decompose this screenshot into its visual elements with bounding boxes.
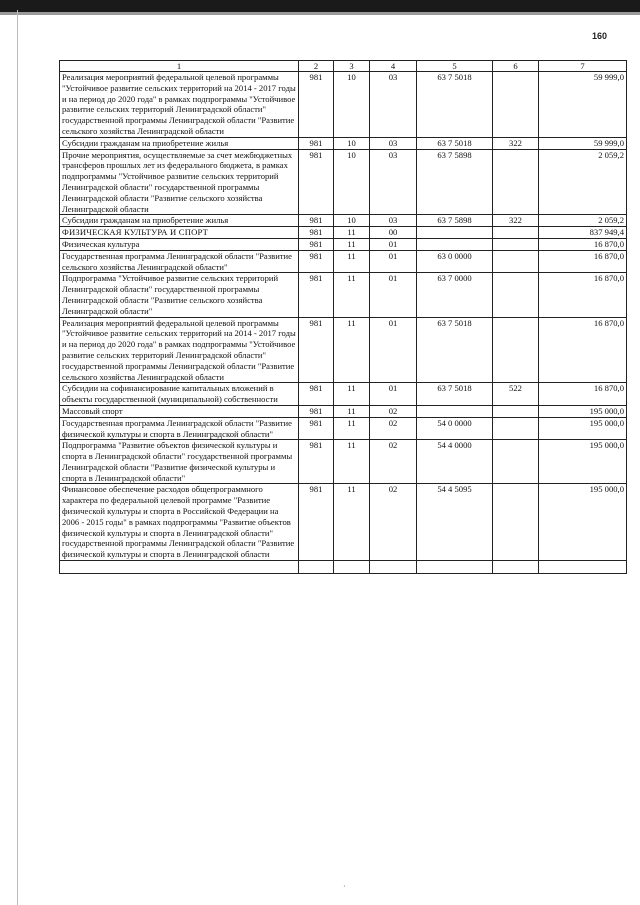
row-ministry-code: 981 [299, 227, 334, 239]
row-ministry-code: 981 [299, 440, 334, 484]
table-row [60, 484, 627, 561]
row-subsection: 02 [370, 484, 417, 561]
row-subsection: 01 [370, 383, 417, 406]
row-amount: 59 999,0 [539, 72, 627, 138]
row-amount: 195 000,0 [539, 417, 627, 440]
row-section: 11 [334, 238, 370, 250]
table-row [60, 215, 627, 227]
blank-cell [539, 561, 627, 574]
row-amount: 59 999,0 [539, 137, 627, 149]
row-target-article: 63 7 5018 [417, 317, 493, 383]
row-name: Субсидии на софинансирование капитальных вложений в объекты государственной (муниципальной) собственности [60, 383, 299, 406]
row-subsection: 01 [370, 317, 417, 383]
row-subsection: 02 [370, 417, 417, 440]
row-expense-type [493, 440, 539, 484]
row-amount: 195 000,0 [539, 405, 627, 417]
row-name: Массовый спорт [60, 405, 299, 417]
table-row [60, 440, 627, 484]
row-amount: 837 949,4 [539, 227, 627, 239]
row-amount: 16 870,0 [539, 250, 627, 273]
table-row [60, 250, 627, 273]
row-ministry-code: 981 [299, 238, 334, 250]
header-col-3: 3 [334, 61, 370, 72]
row-ministry-code: 981 [299, 250, 334, 273]
scan-top-border [0, 0, 640, 12]
row-amount: 16 870,0 [539, 273, 627, 317]
blank-cell [299, 561, 334, 574]
row-target-article: 63 0 0000 [417, 250, 493, 273]
row-subsection: 00 [370, 227, 417, 239]
row-subsection: 01 [370, 250, 417, 273]
row-amount: 2 059,2 [539, 149, 627, 215]
row-amount: 16 870,0 [539, 238, 627, 250]
row-ministry-code: 981 [299, 484, 334, 561]
row-subsection: 02 [370, 440, 417, 484]
row-target-article: 63 7 5018 [417, 72, 493, 138]
header-col-7: 7 [539, 61, 627, 72]
row-expense-type [493, 72, 539, 138]
table-row [60, 383, 627, 406]
header-col-2: 2 [299, 61, 334, 72]
row-target-article: 63 7 5898 [417, 149, 493, 215]
row-section: 11 [334, 250, 370, 273]
row-ministry-code: 981 [299, 417, 334, 440]
row-ministry-code: 981 [299, 317, 334, 383]
table-row-blank [60, 561, 627, 574]
row-amount: 2 059,2 [539, 215, 627, 227]
row-target-article: 63 7 5018 [417, 137, 493, 149]
table-row [60, 417, 627, 440]
budget-table [59, 60, 627, 574]
row-section: 10 [334, 149, 370, 215]
header-col-4: 4 [370, 61, 417, 72]
row-name: Государственная программа Ленинградской области "Развитие физической культуры и спорта в Ленинградской области" [60, 417, 299, 440]
row-target-article [417, 405, 493, 417]
blank-cell [60, 561, 299, 574]
row-name: Подпрограмма "Развитие объектов физической культуры и спорта в Ленинградской области" государственной программы Ленинградской области "Развитие физической культуры и спорта в Ленинградской области" [60, 440, 299, 484]
row-section: 11 [334, 440, 370, 484]
row-section: 10 [334, 137, 370, 149]
row-amount: 195 000,0 [539, 440, 627, 484]
row-amount: 195 000,0 [539, 484, 627, 561]
row-target-article: 63 7 5898 [417, 215, 493, 227]
row-section: 11 [334, 484, 370, 561]
row-section: 11 [334, 405, 370, 417]
row-section: 11 [334, 317, 370, 383]
row-section: 11 [334, 273, 370, 317]
row-amount: 16 870,0 [539, 317, 627, 383]
row-section: 11 [334, 417, 370, 440]
row-target-article: 63 7 0000 [417, 273, 493, 317]
row-target-article: 54 4 0000 [417, 440, 493, 484]
row-expense-type: 522 [493, 383, 539, 406]
row-expense-type: 322 [493, 215, 539, 227]
row-section: 10 [334, 215, 370, 227]
row-section: 11 [334, 227, 370, 239]
row-ministry-code: 981 [299, 149, 334, 215]
row-ministry-code: 981 [299, 215, 334, 227]
row-ministry-code: 981 [299, 137, 334, 149]
row-subsection: 01 [370, 273, 417, 317]
row-expense-type [493, 273, 539, 317]
row-expense-type [493, 149, 539, 215]
row-expense-type [493, 238, 539, 250]
row-target-article: 54 0 0000 [417, 417, 493, 440]
row-ministry-code: 981 [299, 72, 334, 138]
table-row [60, 72, 627, 138]
scan-left-edge [17, 10, 18, 905]
table-row [60, 149, 627, 215]
row-expense-type [493, 317, 539, 383]
row-name: Финансовое обеспечение расходов общепрограммного характера по федеральной целевой программе "Развитие физической культуры и спорта в Российской Федерации на 2006 - 2015 годы" в рамках подпрограммы "Развитие объектов физической культуры и спорта в Ленинградской области" государственной программы Ленинградской области "Развитие физической культуры и спорта в Ленинградской области [60, 484, 299, 561]
table-row [60, 137, 627, 149]
page-number: 160 [592, 31, 608, 41]
row-ministry-code: 981 [299, 383, 334, 406]
row-target-article [417, 238, 493, 250]
row-subsection: 03 [370, 72, 417, 138]
row-name: Реализация мероприятий федеральной целевой программы "Устойчивое развитие сельских территорий на 2014 - 2017 годы и на период до 2020 года" в рамках подпрограммы "Устойчивое развитие сельских территорий Ленинградской области" государственной программы Ленинградской области "Развитие сельского хозяйства Ленинградской области [60, 317, 299, 383]
row-target-article: 63 7 5018 [417, 383, 493, 406]
blank-cell [493, 561, 539, 574]
row-subsection: 01 [370, 238, 417, 250]
row-name: Подпрограмма "Устойчивое развитие сельских территорий Ленинградской области" государственной программы Ленинградской области "Развитие сельского хозяйства Ленинградской области" [60, 273, 299, 317]
row-subsection: 03 [370, 215, 417, 227]
row-name: Субсидии гражданам на приобретение жилья [60, 137, 299, 149]
row-name: Прочие мероприятия, осуществляемые за счет межбюджетных трансферов прошлых лет из федерального бюджета, в рамках подпрограммы "Устойчивое развитие сельских территорий Ленинградской области" государственной программы Ленинградской области "Развитие сельского хозяйства Ленинградской области [60, 149, 299, 215]
table-row [60, 227, 627, 239]
header-col-6: 6 [493, 61, 539, 72]
row-name: Реализация мероприятий федеральной целевой программы "Устойчивое развитие сельских территорий на 2014 - 2017 годы и на период до 2020 года" в рамках подпрограммы "Устойчивое развитие сельских территорий Ленинградской области" государственной программы Ленинградской области "Развитие сельского хозяйства Ленинградской области [60, 72, 299, 138]
row-subsection: 02 [370, 405, 417, 417]
row-name: Государственная программа Ленинградской области "Развитие сельского хозяйства Ленинградской области" [60, 250, 299, 273]
scan-top-shadow [0, 12, 640, 15]
row-subsection: 03 [370, 149, 417, 215]
row-ministry-code: 981 [299, 405, 334, 417]
row-expense-type [493, 484, 539, 561]
row-name: Физическая культура [60, 238, 299, 250]
table-row [60, 317, 627, 383]
row-subsection: 03 [370, 137, 417, 149]
table-row [60, 238, 627, 250]
row-expense-type [493, 405, 539, 417]
row-amount: 16 870,0 [539, 383, 627, 406]
header-col-1: 1 [60, 61, 299, 72]
blank-cell [417, 561, 493, 574]
header-row [60, 61, 627, 72]
row-name: ФИЗИЧЕСКАЯ КУЛЬТУРА И СПОРТ [60, 227, 299, 239]
row-target-article: 54 4 5095 [417, 484, 493, 561]
header-col-5: 5 [417, 61, 493, 72]
table-row [60, 405, 627, 417]
scan-speck: · [343, 882, 346, 891]
row-expense-type [493, 227, 539, 239]
row-ministry-code: 981 [299, 273, 334, 317]
row-section: 11 [334, 383, 370, 406]
row-expense-type [493, 417, 539, 440]
blank-cell [334, 561, 370, 574]
row-expense-type: 322 [493, 137, 539, 149]
row-name: Субсидии гражданам на приобретение жилья [60, 215, 299, 227]
blank-cell [370, 561, 417, 574]
table-row [60, 273, 627, 317]
row-target-article [417, 227, 493, 239]
row-expense-type [493, 250, 539, 273]
row-section: 10 [334, 72, 370, 138]
